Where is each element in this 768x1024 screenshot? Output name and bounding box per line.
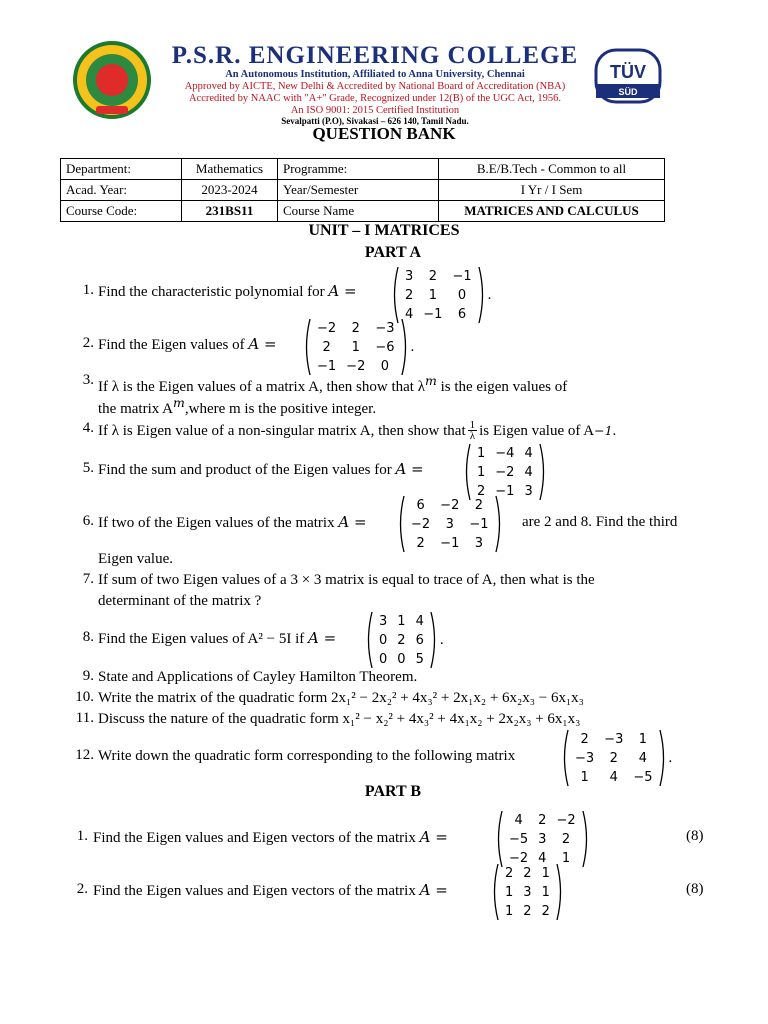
matrix-cell: 0 (457, 287, 467, 303)
matrix-row (472, 463, 538, 482)
question-number: 3. (82, 372, 94, 388)
question-prefix: Find the Eigen values and Eigen vectors of the matrix (93, 830, 420, 846)
matrix-table (472, 444, 538, 501)
matrix (396, 494, 504, 554)
matrix-suffix: . (668, 749, 673, 766)
matrix-cell: 2 (397, 632, 406, 648)
question-prefix: Find the sum and product of the Eigen values for (98, 462, 396, 478)
matrix-cell: 5 (415, 651, 424, 667)
question-line: . (612, 422, 617, 439)
matrix-cell: −1 (452, 268, 472, 284)
superscript: m (424, 373, 437, 388)
marks: (8) (686, 828, 704, 844)
right-paren (555, 862, 565, 922)
question-text (98, 513, 367, 532)
matrix-table (406, 496, 494, 553)
matrix-cell: 2 (561, 831, 571, 847)
matrix (490, 862, 565, 922)
matrix-cell: 2 (541, 903, 550, 919)
matrix-cell: 4 (415, 613, 424, 629)
header-accreditation: Accredited by NAAC with "A+" Grade, Recognized under 12(B) of the UGC Act, 1956. (189, 93, 561, 104)
matrix-cell: −1 (423, 306, 443, 322)
question-number: 9. (82, 668, 94, 684)
matrix-table (374, 612, 429, 669)
matrix (302, 317, 414, 377)
matrix-cell: −2 (556, 812, 576, 828)
question-text (98, 420, 616, 441)
question-number: 8. (82, 629, 94, 645)
part-a-title: PART A (364, 244, 422, 261)
matrix-cell: −5 (633, 769, 653, 785)
matrix (462, 442, 548, 502)
matrix-row (312, 319, 400, 338)
table-cell: Mathematics (182, 159, 278, 180)
header-address: Sevalpatti (P.O), Sivakasi – 626 140, Tamil Nadu. (281, 116, 469, 126)
question-line: ,where m is the positive integer. (184, 401, 377, 417)
question-prefix: If two of the Eigen values of the matrix (98, 515, 339, 531)
matrix-lhs: A = (395, 460, 424, 478)
matrix (494, 809, 591, 869)
right-paren (494, 494, 504, 554)
matrix (560, 728, 672, 788)
matrix-row (400, 267, 477, 286)
question-number: 6. (82, 513, 94, 529)
matrix-cell: −4 (495, 445, 515, 461)
matrix-cell: 2 (351, 320, 360, 336)
question-number: 12. (75, 747, 94, 763)
matrix-lhs: A = (419, 881, 448, 899)
table-cell: B.E/B.Tech - Common to all (439, 159, 665, 180)
matrix-cell: 3 (523, 884, 532, 900)
matrix-cell: 3 (379, 613, 388, 629)
question-line: If sum of two Eigen values of a 3 × 3 matrix is equal to trace of A, then what is the (98, 572, 595, 588)
fraction-numerator: 1 (469, 419, 476, 431)
right-paren (581, 809, 591, 869)
question-text (98, 629, 336, 648)
matrix-cell: 2 (416, 535, 425, 551)
question-number: 2. (76, 881, 88, 897)
matrix-cell: 4 (638, 750, 648, 766)
matrix-cell: −3 (604, 731, 624, 747)
matrix-table (500, 864, 555, 921)
matrix-cell: −1 (469, 516, 489, 532)
matrix-cell: 4 (514, 812, 523, 828)
question-line: determinant of the matrix ? (98, 593, 262, 609)
question-number: 5. (82, 460, 94, 476)
matrix-cell: 1 (397, 613, 406, 629)
matrix-row (374, 650, 429, 669)
matrix-table (570, 730, 658, 787)
question-number: 7. (82, 571, 94, 587)
matrix-row (374, 612, 429, 631)
question-suffix: are 2 and 8. Find the third (522, 514, 678, 530)
left-paren (390, 265, 400, 325)
question-prefix: Find the Eigen values of A² − 5I if (98, 631, 309, 647)
header-affiliation: An Autonomous Institution, Affiliated to Anna University, Chennai (225, 69, 525, 80)
matrix-cell: 1 (505, 884, 514, 900)
matrix-cell: −2 (495, 464, 515, 480)
right-paren (477, 265, 487, 325)
matrix-cell: 3 (524, 483, 533, 499)
question-line: is the eigen values of (436, 379, 568, 395)
matrix-cell: 1 (580, 769, 589, 785)
matrix (390, 265, 491, 325)
matrix-row (500, 864, 555, 883)
matrix-cell: 1 (638, 731, 648, 747)
matrix-cell: −1 (317, 358, 337, 374)
matrix-cell: 0 (380, 358, 390, 374)
matrix-row (312, 338, 400, 357)
left-paren (302, 317, 312, 377)
matrix-suffix: . (439, 631, 444, 648)
matrix-cell: 1 (477, 464, 486, 480)
table-cell: 231BS11 (182, 201, 278, 222)
matrix-cell: −3 (575, 750, 595, 766)
matrix (364, 610, 444, 670)
question-number: 4. (82, 420, 94, 436)
question-text (93, 828, 448, 847)
matrix-lhs: A = (328, 282, 357, 300)
fraction (468, 420, 478, 441)
matrix-lhs: A = (338, 513, 367, 531)
right-paren (538, 442, 548, 502)
matrix-cell: 4 (609, 769, 618, 785)
matrix-cell: −5 (509, 831, 529, 847)
right-paren (429, 610, 439, 670)
part-b-title: PART B (364, 783, 422, 800)
question-text (98, 394, 376, 418)
question-prefix: Find the Eigen values of (98, 337, 249, 353)
matrix-cell: −2 (411, 516, 431, 532)
matrix-cell: 0 (379, 632, 388, 648)
question-text: Write the matrix of the quadratic form 2x₁² − 2x₂² + 4x₃² + 2x₁x₂ + 6x₂x₃ − 6x₁x₃ (98, 690, 584, 706)
matrix-cell: 4 (405, 306, 414, 322)
superscript: −1 (594, 422, 613, 438)
table-cell: Department: (61, 159, 182, 180)
course-info-table (60, 158, 665, 222)
question-text (93, 881, 448, 900)
unit-title: UNIT – I MATRICES (308, 222, 460, 239)
left-paren (490, 862, 500, 922)
question-text (98, 372, 567, 396)
matrix-row (500, 902, 555, 921)
matrix-cell: −2 (346, 358, 366, 374)
table-cell: Year/Semester (278, 180, 439, 201)
question-number: 1. (76, 828, 88, 844)
table-cell: Course Code: (61, 201, 182, 222)
matrix-table (400, 267, 477, 324)
marks: (8) (686, 881, 704, 897)
matrix-cell: 1 (541, 865, 550, 881)
matrix-cell: 2 (538, 812, 547, 828)
matrix-cell: 2 (523, 903, 532, 919)
matrix-cell: 1 (477, 445, 486, 461)
matrix-cell: 1 (428, 287, 437, 303)
matrix-table (504, 811, 581, 868)
matrix-cell: 2 (428, 268, 437, 284)
matrix-row (500, 883, 555, 902)
table-cell: Acad. Year: (61, 180, 182, 201)
question-number: 1. (82, 282, 94, 298)
matrix-lhs: A = (308, 629, 337, 647)
table-cell: 2023-2024 (182, 180, 278, 201)
question-text (98, 335, 277, 354)
left-paren (364, 610, 374, 670)
matrix-cell: 2 (405, 287, 414, 303)
table-row (61, 201, 665, 222)
college-logo (72, 40, 152, 120)
matrix-cell: 1 (351, 339, 360, 355)
page-title: QUESTION BANK (312, 124, 456, 143)
matrix-cell: 2 (474, 497, 484, 513)
matrix-cell: 3 (405, 268, 414, 284)
right-paren (400, 317, 410, 377)
college-name: P.S.R. ENGINEERING COLLEGE (171, 42, 579, 69)
matrix-cell: 4 (524, 445, 533, 461)
matrix-cell: 2 (523, 865, 532, 881)
matrix-cell: −1 (495, 483, 515, 499)
matrix-cell: 3 (538, 831, 547, 847)
matrix-row (472, 444, 538, 463)
matrix-row (406, 534, 494, 553)
matrix-cell: 2 (505, 865, 514, 881)
table-cell: I Yr / I Sem (439, 180, 665, 201)
tuv-logo (588, 44, 668, 108)
question-prefix: Find the characteristic polynomial for (98, 284, 329, 300)
table-cell: Programme: (278, 159, 439, 180)
question-number: 11. (75, 710, 94, 726)
table-row (61, 159, 665, 180)
matrix-cell: 2 (580, 731, 589, 747)
matrix-row (400, 286, 477, 305)
matrix-lhs: A = (419, 828, 448, 846)
question-line: is Eigen value of A (479, 422, 595, 439)
tuv-logo-sub: SÜD (618, 87, 638, 97)
table-cell: Course Name (278, 201, 439, 222)
matrix-cell: −2 (509, 850, 529, 866)
right-paren (658, 728, 668, 788)
question-continuation: Eigen value. (98, 551, 173, 567)
question-text: Discuss the nature of the quadratic form x₁² − x₂² + 4x₃² + 4x₁x₂ + 2x₂x₃ + 6x₁x₃ (98, 711, 581, 727)
question-number: 10. (75, 689, 94, 705)
matrix-cell: 4 (524, 464, 533, 480)
matrix-row (406, 515, 494, 534)
table-cell: MATRICES AND CALCULUS (439, 201, 665, 222)
matrix-suffix: . (410, 338, 415, 355)
left-paren (396, 494, 406, 554)
question-line: If λ is the Eigen values of a matrix A, then show that λ (98, 379, 425, 395)
matrix-cell: 0 (397, 651, 406, 667)
matrix-cell: 4 (538, 850, 547, 866)
question-text: State and Applications of Cayley Hamilton Theorem. (98, 669, 418, 685)
question-text (98, 282, 357, 301)
matrix-cell: 2 (609, 750, 618, 766)
matrix-row (374, 631, 429, 650)
left-paren (494, 809, 504, 869)
fraction-denominator: λ (469, 430, 476, 442)
matrix-cell: 0 (379, 651, 388, 667)
matrix-lhs: A = (248, 335, 277, 353)
question-number: 2. (82, 335, 94, 351)
matrix-cell: 1 (561, 850, 571, 866)
left-paren (462, 442, 472, 502)
matrix-cell: −2 (440, 497, 460, 513)
question-line: the matrix A (98, 401, 173, 417)
question-text: Write down the quadratic form corresponding to the following matrix (98, 748, 516, 764)
matrix-cell: 3 (474, 535, 484, 551)
matrix-cell: 2 (322, 339, 331, 355)
matrix-row (504, 811, 581, 830)
matrix-cell: 3 (445, 516, 454, 532)
matrix-cell: 6 (415, 632, 424, 648)
superscript: m (173, 395, 185, 410)
table-row (61, 180, 665, 201)
matrix-row (570, 730, 658, 749)
matrix-cell: 1 (541, 884, 550, 900)
matrix-cell: 6 (457, 306, 467, 322)
tuv-logo-text: TÜV (610, 62, 646, 82)
matrix-suffix: . (487, 286, 492, 303)
matrix-row (504, 830, 581, 849)
header-iso: An ISO 9001: 2015 Certified Institution (290, 105, 460, 116)
left-paren (560, 728, 570, 788)
matrix-row (570, 749, 658, 768)
matrix-cell: −2 (317, 320, 337, 336)
question-line: If λ is Eigen value of a non-singular matrix A, then show that (98, 422, 466, 439)
matrix-cell: 2 (477, 483, 486, 499)
matrix-cell: −3 (375, 320, 395, 336)
matrix-cell: −6 (375, 339, 395, 355)
matrix-cell: −1 (440, 535, 460, 551)
header-approval: Approved by AICTE, New Delhi & Accredited by National Board of Accreditation (NBA) (184, 81, 566, 92)
matrix-row (406, 496, 494, 515)
matrix-cell: 1 (505, 903, 514, 919)
question-prefix: Find the Eigen values and Eigen vectors of the matrix (93, 883, 420, 899)
matrix-table (312, 319, 400, 376)
question-text (98, 460, 424, 479)
matrix-cell: 6 (416, 497, 425, 513)
